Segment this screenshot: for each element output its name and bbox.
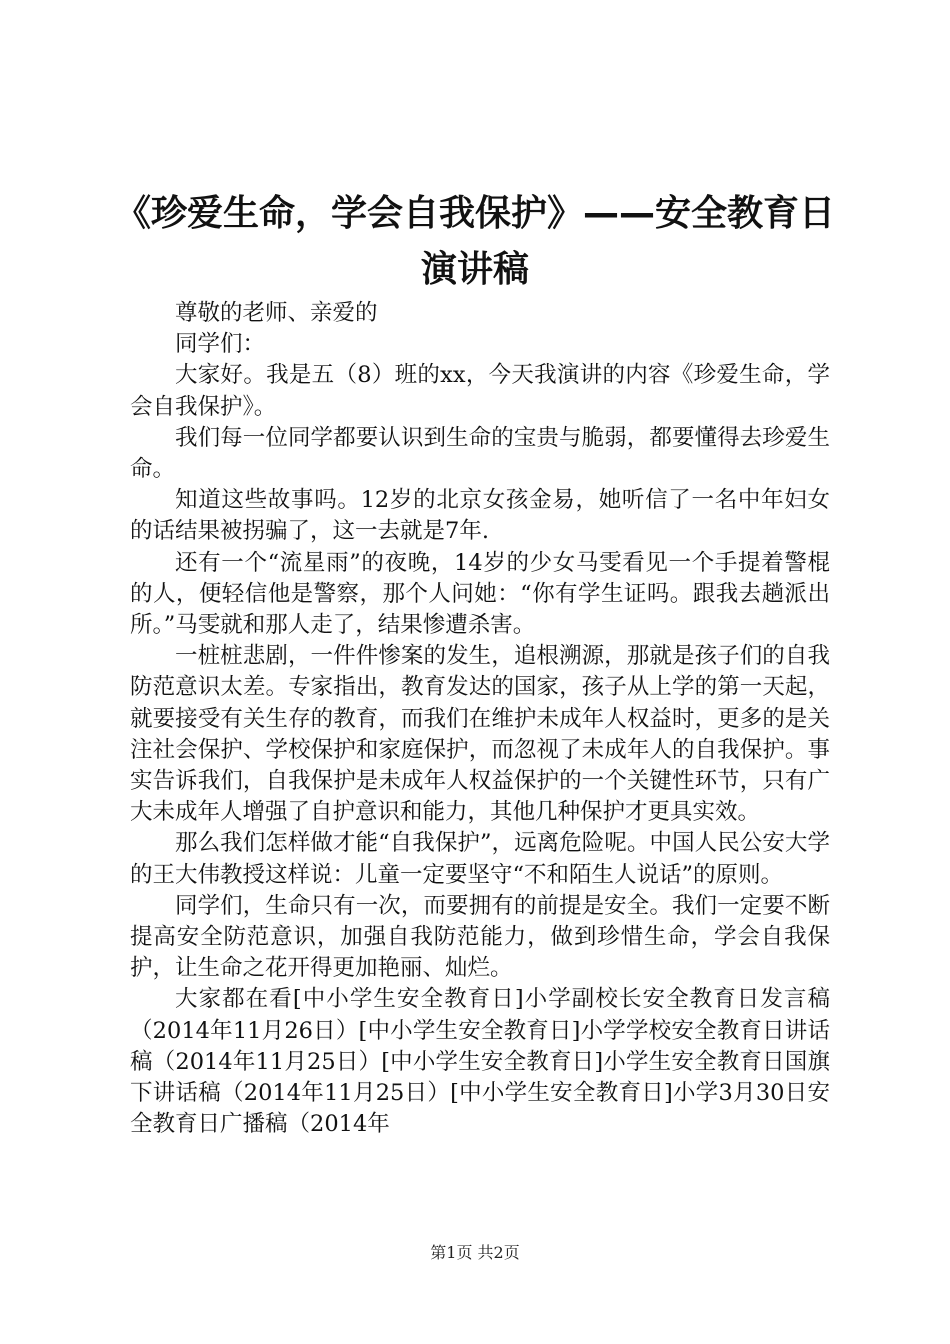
document-body xyxy=(130,298,830,1140)
salutation-line-1: 尊敬的老师、亲爱的 xyxy=(175,300,378,326)
body-paragraph: 同学们，生命只有一次，而要拥有的前提是安全。我们一定要不断提高安全防范意识，加强自我防范能力，做到珍惜生命，学会自我保护，让生命之花开得更加艳丽、灿烂。 xyxy=(130,892,830,982)
document-title-line-1: 《珍爱生命，学会自我保护》——安全教育日 xyxy=(114,193,835,234)
body-paragraph: 一桩桩悲剧，一件件惨案的发生，追根溯源，那就是孩子们的自我防范意识太差。专家指出，教育发达的国家，孩子从上学的第一天起，就要接受有关生存的教育，而我们在维护未成年人权益时，更多的是关注社会保护、学校保护和家庭保护，而忽视了未成年人的自我保护。事实告诉我们，自我保护是未成年人权益保护的一个关键性环节，只有广大未成年人增强了自护意识和能力，其他几种保护才更具实效。 xyxy=(130,643,830,826)
body-paragraph: 知道这些故事吗。12岁的北京女孩金易，她听信了一名中年妇女的话结果被拐骗了，这一去就是7年. xyxy=(130,487,830,545)
body-paragraph: 那么我们怎样做才能“自我保护”，远离危险呢。中国人民公安大学的王大伟教授这样说：儿童一定要坚守“不和陌生人说话”的原则。 xyxy=(130,830,830,888)
page-number-footer: 第1页 共2页 xyxy=(430,1243,520,1262)
body-paragraph: 还有一个“流星雨”的夜晚，14岁的少女马雯看见一个手提着警棍的人，便轻信他是警察，那个人问她：“你有学生证吗。跟我去趟派出所。”马雯就和那人走了，结果惨遭杀害。 xyxy=(130,549,830,639)
document-title-line-2: 演讲稿 xyxy=(420,249,529,290)
body-paragraph: 我们每一位同学都要认识到生命的宝贵与脆弱，都要懂得去珍爱生命。 xyxy=(130,424,830,483)
body-paragraph: 大家好。我是五（8）班的xx，今天我演讲的内容《珍爱生命，学会自我保护》。 xyxy=(130,362,830,420)
salutation-line-2: 同学们： xyxy=(175,331,266,358)
related-articles-paragraph: 大家都在看[中小学生安全教育日]小学副校长安全教育日发言稿（2014年11月26日）[中小学生安全教育日]小学学校安全教育日讲话稿（2014年11月25日）[中小学生安全教育日]小学生安全教育日国旗下讲话稿（2014年11月25日）[中小学生安全教育日]小学3月30日安全教育日广播稿（2014年 xyxy=(130,986,830,1138)
